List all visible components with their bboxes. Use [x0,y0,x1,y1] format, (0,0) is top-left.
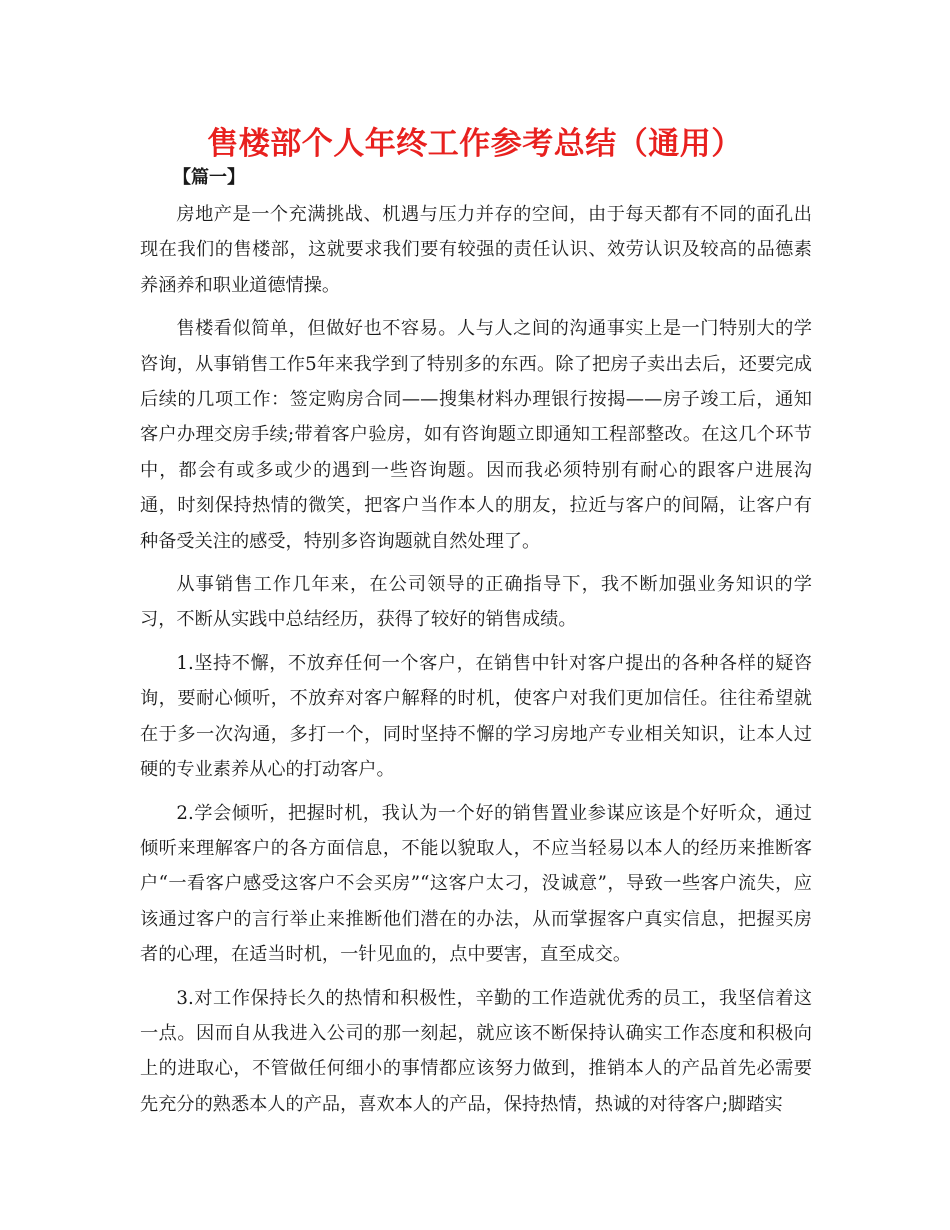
document-body [140,197,812,1130]
paragraph: 3.对工作保持长久的热情和积极性，辛勤的工作造就优秀的员工，我坚信着这一点。因而自从我进入公司的那一刻起，就应该不断保持认确实工作态度和积极向上的进取心，不管做任何细小的事情都应该努力做到，推销本人的产品首先必需要先充分的熟悉本人的产品，喜欢本人的产品，保持热情，热诚的对待客户;脚踏实 [140,987,812,1115]
paragraph: 房地产是一个充满挑战、机遇与压力并存的空间，由于每天都有不同的面孔出现在我们的售楼部，这就要求我们要有较强的责任认识、效劳认识及较高的品德素养涵养和职业道德情操。 [140,204,812,296]
document-title: 售楼部个人年终工作参考总结（通用） [207,126,743,162]
paragraph: 从事销售工作几年来，在公司领导的正确指导下，我不断加强业务知识的学习，不断从实践中总结经历，获得了较好的销售成绩。 [140,574,812,631]
paragraph: 售楼看似简单，但做好也不容易。人与人之间的沟通事实上是一门特别大的学咨询，从事销售工作5年来我学到了特别多的东西。除了把房子卖出去后，还要完成后续的几项工作：签定购房合同——搜集材料办理银行按揭——房子竣工后，通知客户办理交房手续;带着客户验房，如有咨询题立即通知工程部整改。在这几个环节中，都会有或多或少的遇到一些咨询题。因而我必须特别有耐心的跟客户进展沟通，时刻保持热情的微笑，把客户当作本人的朋友，拉近与客户的间隔，让客户有种备受关注的感受，特别多咨询题就自然处理了。 [140,318,812,552]
section-label: 【篇一】 [173,167,245,188]
paragraph: 1.坚持不懈，不放弃任何一个客户，在销售中针对客户提出的各种各样的疑咨询，要耐心倾听，不放弃对客户解释的时机，使客户对我们更加信任。往往希望就在于多一次沟通，多打一个，同时坚持不懈的学习房地产专业相关知识，让本人过硬的专业素养从心的打动客户。 [140,652,812,781]
paragraph: 2.学会倾听，把握时机，我认为一个好的销售置业参谋应该是个好听众，通过倾听来理解客户的各方面信息，不能以貌取人，不应当轻易以本人的经历来推断客户“一看客户感受这客户不会买房”“这客户太刁，没诚意”，导致一些客户流失，应该通过客户的言行举止来推断他们潜在的办法，从而掌握客户真实信息，把握买房者的心理，在适当时机，一针见血的，点中要害，直至成交。 [140,802,812,966]
